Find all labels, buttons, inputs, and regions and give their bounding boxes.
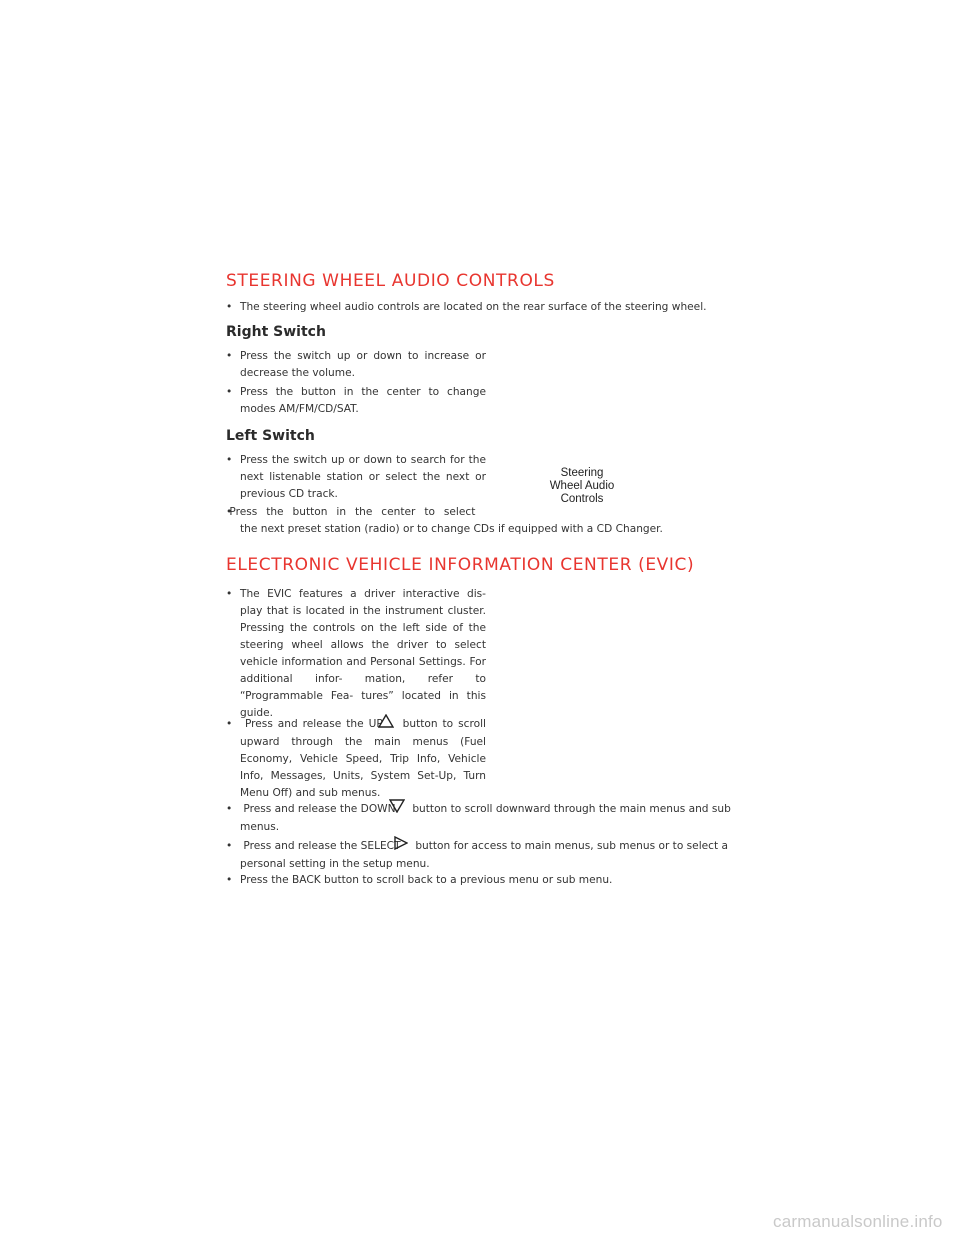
left-switch-bullet-preset-line1: Press the button in the center to select — [229, 506, 476, 518]
figure-caption-steering-audio: Steering Wheel Audio Controls — [549, 467, 615, 505]
select-text-after: button for access to main menus, sub menus or to select a personal setting in the setup menu. — [240, 840, 728, 870]
left-switch-heading: Left Switch — [226, 428, 315, 444]
left-switch-bullet-preset-line2: the next preset station (radio) or to change CDs if equipped with a CD Changer. — [240, 523, 663, 535]
up-text-before: Press and release the UP — [244, 718, 383, 730]
left-switch-bullet-search: • Press the switch up or down to search for the next listenable station or select the next or previous CD track. — [226, 452, 486, 503]
select-text-before: Press and release the SELECT — [243, 840, 401, 852]
left-switch-bullet-preset — [226, 504, 740, 538]
watermark: carmanualsonline.info — [773, 1212, 943, 1231]
triangle-down-icon — [403, 799, 405, 819]
evic-bullet-down — [226, 799, 740, 836]
evic-bullet-select — [226, 836, 740, 873]
evic-bullet-intro: • The EVIC features a driver interactive dis- play that is located in the instrument cluster. Pressing the controls on the left side of the steering wheel allows the driver to select vehicle information and Personal Settings. For additional infor- mation, refer to “Programmable Fea- tures” located in this guide. — [226, 586, 486, 722]
section-title-evic: ELECTRONIC VEHICLE INFORMATION CENTER (EVIC) — [226, 555, 695, 575]
down-text-after: button to scroll downward through the main menus and sub menus. — [240, 803, 731, 833]
evic-bullet-back: • Press the BACK button to scroll back to a previous menu or sub menu. — [226, 872, 740, 889]
right-switch-bullet-mode: • Press the button in the center to change modes AM/FM/CD/SAT. — [226, 384, 486, 418]
intro-bullet: • The steering wheel audio controls are located on the rear surface of the steering wheel. — [226, 299, 750, 316]
down-text-before: Press and release the DOWN — [243, 803, 396, 815]
section-title-steering-audio: STEERING WHEEL AUDIO CONTROLS — [226, 271, 555, 291]
right-switch-bullet-volume: • Press the switch up or down to increase or decrease the volume. — [226, 348, 486, 382]
triangle-up-icon — [392, 714, 394, 734]
evic-bullet-up — [226, 714, 486, 802]
right-switch-heading: Right Switch — [226, 324, 326, 340]
up-text-rest: scroll upward through the main menus (Fuel Economy, Vehicle Speed, Trip Info, Vehicle Info, Messages, Units, System Set-Up, Turn Menu Off) and sub menus. — [240, 718, 486, 799]
up-text-after: button to — [402, 718, 454, 730]
